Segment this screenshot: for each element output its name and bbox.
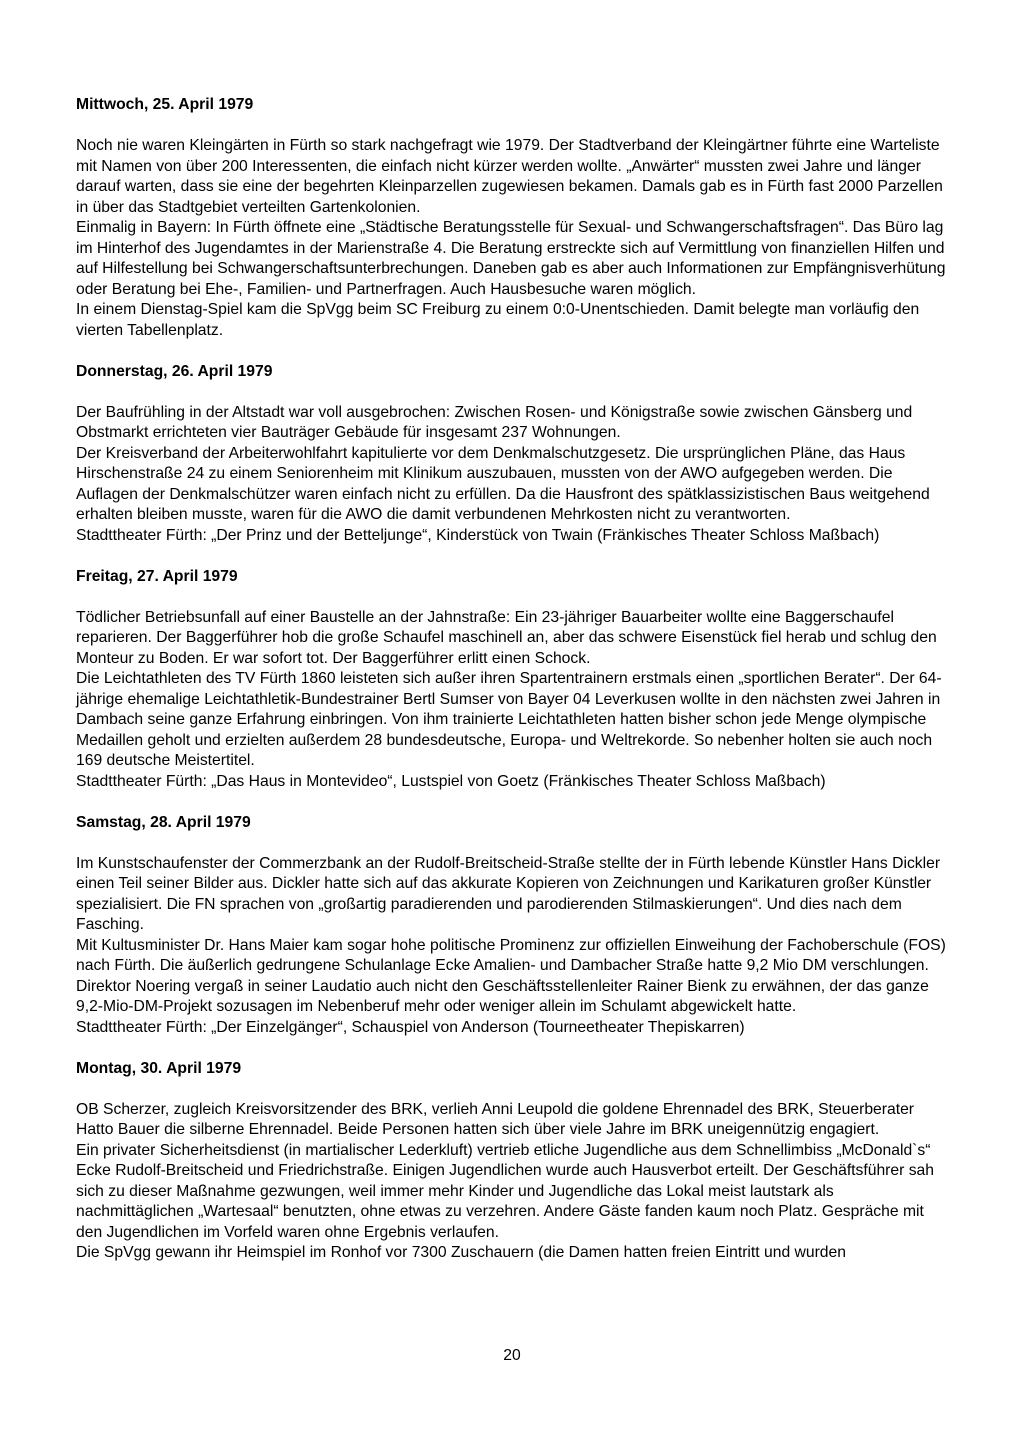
paragraph: Ein privater Sicherheitsdienst (in martialischer Lederkluft) vertrieb etliche Jugendliche aus dem Schnellimbiss „McDonald`s“ Ecke Rudolf-Breitscheid und Friedrichstraße. Einigen Jugendlichen wurde auch Hausverbot erteilt. Der Geschäftsführer sah sich zu dieser Maßnahme gezwungen, weil immer mehr Kinder und Jugendliche das Lokal meist lautstark als nachmittäglichen „Wartesaal“ benutzten, ohne etwas zu verzehren. Andere Gäste fanden kaum noch Platz. Gespräche mit den Jugendlichen im Vorfeld waren ohne Ergebnis verlaufen. [76, 1141, 935, 1241]
day-section-saturday [76, 813, 946, 1039]
day-section-monday [76, 1059, 946, 1264]
day-heading: Samstag, 28. April 1979 [76, 813, 251, 831]
paragraph: Tödlicher Betriebsunfall auf einer Baustelle an der Jahnstraße: Ein 23-jähriger Bauarbeiter wollte eine Baggerschaufel reparieren. Der Baggerführer hob die große Schaufel maschinell an, aber das schwere Eisenstück fiel herab und schlug den Monteur zu Boden. Er war sofort tot. Der Baggerführer erlitt einen Schock. [76, 608, 937, 667]
day-heading: Mittwoch, 25. April 1979 [76, 96, 254, 113]
paragraph: Stadttheater Fürth: „Das Haus in Montevideo“, Lustspiel von Goetz (Fränkisches Theater Schloss Maßbach) [76, 772, 826, 790]
paragraph: Einmalig in Bayern: In Fürth öffnete eine „Städtische Beratungsstelle für Sexual- und Schwangerschaftsfragen“. Das Büro lag im Hinterhof des Jugendamtes in der Marienstraße 4. Die Beratung erstreckte sich auf Vermittlung von finanziellen Hilfen und auf Hilfestellung bei Schwangerschaftsunterbrechungen. Daneben gab es aber auch Informationen zur Empfängnisverhütung oder Beratung bei Ehe-, Familien- und Partnerfragen. Auch Hausbesuche waren möglich. [76, 219, 946, 298]
day-section-wednesday [76, 95, 946, 341]
paragraph: Stadttheater Fürth: „Der Einzelgänger“, Schauspiel von Anderson (Tourneetheater Thepiskarren) [76, 1018, 745, 1036]
paragraph: Stadttheater Fürth: „Der Prinz und der Betteljunge“, Kinderstück von Twain (Fränkisches Theater Schloss Maßbach) [76, 526, 880, 544]
paragraph: Der Kreisverband der Arbeiterwohlfahrt kapitulierte vor dem Denkmalschutzgesetz. Die ursprünglichen Pläne, das Haus Hirschenstraße 24 zu einem Seniorenheim mit Klinikum auszubauen, mussten von der AWO aufgegeben werden. Die Auflagen der Denkmalschützer waren einfach nicht zu erfüllen. Da die Hausfront des spätklassizistischen Baus weitgehend erhalten bleiben musste, waren für die AWO die damit verbundenen Mehrkosten nicht zu verantworten. [76, 444, 930, 523]
day-heading: Donnerstag, 26. April 1979 [76, 362, 273, 380]
paragraph: Im Kunstschaufenster der Commerzbank an der Rudolf-Breitscheid-Straße stellte der in Fürth lebende Künstler Hans Dickler einen Teil seiner Bilder aus. Dickler hatte sich auf das akkurate Kopieren von Zeichnungen und Karikaturen großer Künstler spezialisiert. Die FN sprachen von „großartig paradierenden und parodierenden Stilmaskierungen“. Und dies nach dem Fasching. [76, 854, 941, 933]
paragraph: Mit Kultusminister Dr. Hans Maier kam sogar hohe politische Prominenz zur offiziellen Einweihung der Fachoberschule (FOS) nach Fürth. Die äußerlich gedrungene Schulanlage Ecke Amalien- und Dambacher Straße hatte 9,2 Mio DM verschlungen. Direktor Noering vergaß in seiner Laudatio auch nicht den Geschäftsstellenleiter Rainer Bienk zu erwähnen, der das ganze 9,2-Mio-DM-Projekt sozusagen im Nebenberuf mehr oder weniger allein im Schulamt abgewickelt hatte. [76, 936, 946, 1015]
page-number: 20 [503, 1346, 521, 1364]
day-heading: Freitag, 27. April 1979 [76, 567, 238, 585]
paragraph: OB Scherzer, zugleich Kreisvorsitzender des BRK, verlieh Anni Leupold die goldene Ehrennadel des BRK, Steuerberater Hatto Bauer die silberne Ehrennadel. Beide Personen hatten sich über viele Jahre im BRK uneigennützig engagiert. [76, 1100, 915, 1138]
paragraph: Die SpVgg gewann ihr Heimspiel im Ronhof vor 7300 Zuschauern (die Damen hatten freien Eintritt und wurden [76, 1244, 846, 1261]
paragraph: Noch nie waren Kleingärten in Fürth so stark nachgefragt wie 1979. Der Stadtverband der Kleingärtner führte eine Warteliste mit Namen von über 200 Interessenten, die einfach nicht kürzer werden wollte. „Anwärter“ mussten zwei Jahre und länger darauf warten, dass sie eine der begehrten Kleinparzellen zugewiesen bekamen. Damals gab es in Fürth fast 2000 Parzellen in über das Stadtgebiet verteilten Gartenkolonien. [76, 137, 943, 216]
day-section-friday [76, 567, 946, 793]
day-heading: Montag, 30. April 1979 [76, 1059, 242, 1077]
day-section-thursday [76, 362, 946, 547]
paragraph: Die Leichtathleten des TV Fürth 1860 leisteten sich außer ihren Spartentrainern erstmals einen „sportlichen Berater“. Der 64-jährige ehemalige Leichtathletik-Bundestrainer Bertl Sumser von Bayer 04 Leverkusen wollte in den nächsten zwei Jahren in Dambach seine ganze Erfahrung einbringen. Von ihm trainierte Leichtathleten hatten bisher schon jede Menge olympische Medaillen geholt und erzielten außerdem 28 bundesdeutsche, Europa- und Weltrekorde. So nebenher holten sie auch noch 169 deutsche Meistertitel. [76, 670, 942, 769]
paragraph: In einem Dienstag-Spiel kam die SpVgg beim SC Freiburg zu einem 0:0-Unentschieden. Damit belegte man vorläufig den vierten Tabellenplatz. [76, 301, 920, 339]
paragraph: Der Baufrühling in der Altstadt war voll ausgebrochen: Zwischen Rosen- und Königstraße sowie zwischen Gänsberg und Obstmarkt errichteten vier Bauträger Gebäude für insgesamt 237 Wohnungen. [76, 403, 913, 441]
